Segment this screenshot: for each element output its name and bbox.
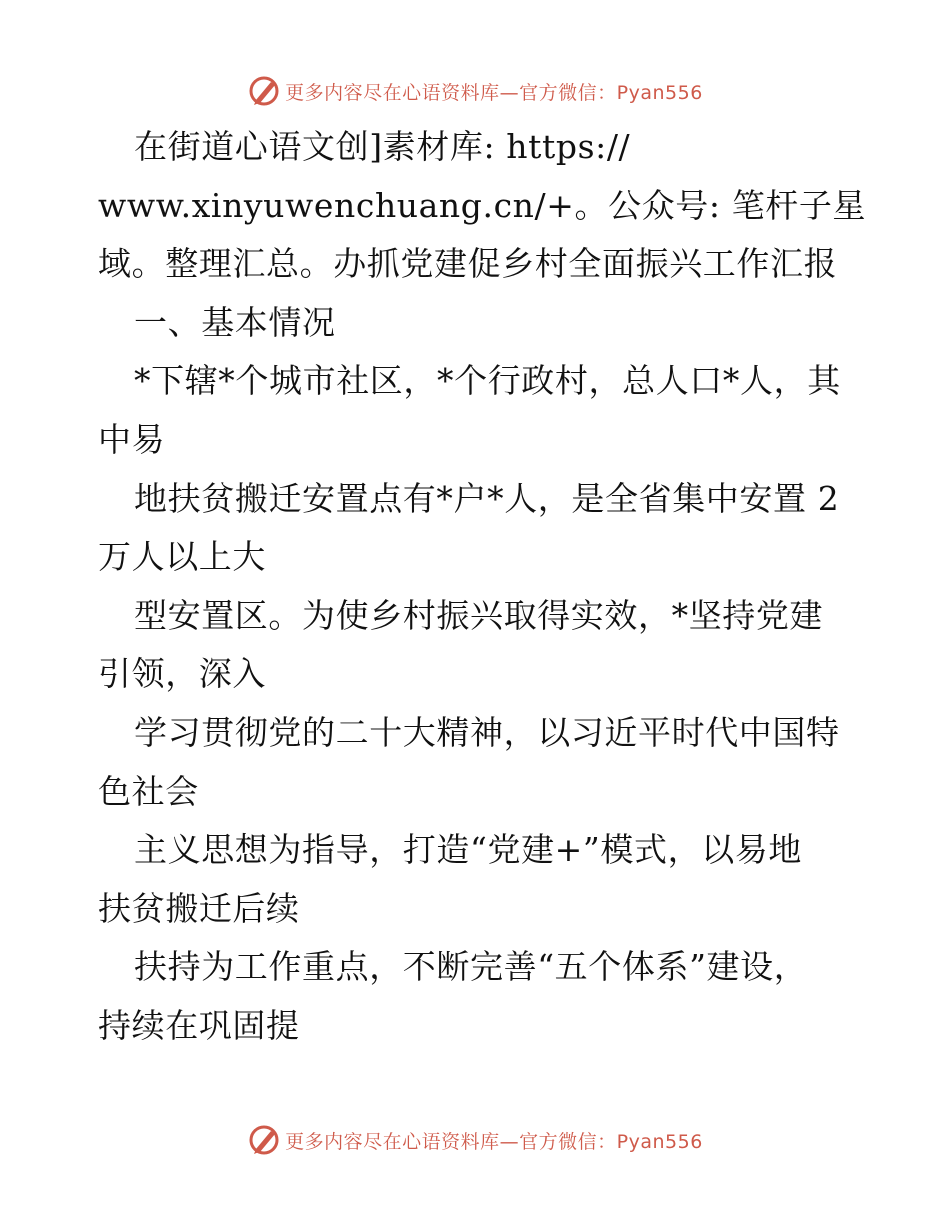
- text-line: www.xinyuwenchuang.cn/+。公众号: 笔杆子星: [98, 185, 867, 225]
- text-line: 持续在巩固提: [98, 1005, 300, 1045]
- document-body: [98, 118, 867, 1056]
- text-line: 学习贯彻党的二十大精神，以习近平时代中国特: [134, 712, 840, 752]
- pen-logo-icon: [247, 74, 281, 108]
- pen-logo-icon: [247, 1123, 281, 1157]
- header-watermark: [0, 71, 950, 111]
- text-line: 中易: [98, 419, 166, 459]
- text-line: 主义思想为指导，打造“党建+”模式，以易地: [134, 830, 802, 870]
- text-line: *下辖*个城市社区，*个行政村，总人口*人，其: [134, 361, 841, 401]
- text-line: 万人以上大: [98, 537, 266, 577]
- watermark-text: 更多内容尽在心语资料库—官方微信：Pyan556: [285, 1130, 703, 1153]
- text-line: 扶贫搬迁后续: [98, 888, 300, 928]
- text-line: 地扶贫搬迁安置点有*户*人，是全省集中安置 2: [134, 478, 840, 518]
- text-line: 域。整理汇总。办抓党建促乡村全面振兴工作汇报: [98, 244, 838, 284]
- text-line: 在街道心语文创]素材库: https://: [134, 127, 631, 166]
- text-line: 色社会: [98, 771, 199, 811]
- text-line: 扶持为工作重点，不断完善“五个体系”建设，: [134, 947, 808, 987]
- watermark-text: 更多内容尽在心语资料库—官方微信：Pyan556: [285, 81, 703, 104]
- section-heading: 一、基本情况: [134, 302, 336, 342]
- text-line: 引领，深入: [98, 654, 266, 694]
- text-line: 型安置区。为使乡村振兴取得实效，*坚持党建: [134, 595, 824, 635]
- footer-watermark: [0, 1120, 950, 1160]
